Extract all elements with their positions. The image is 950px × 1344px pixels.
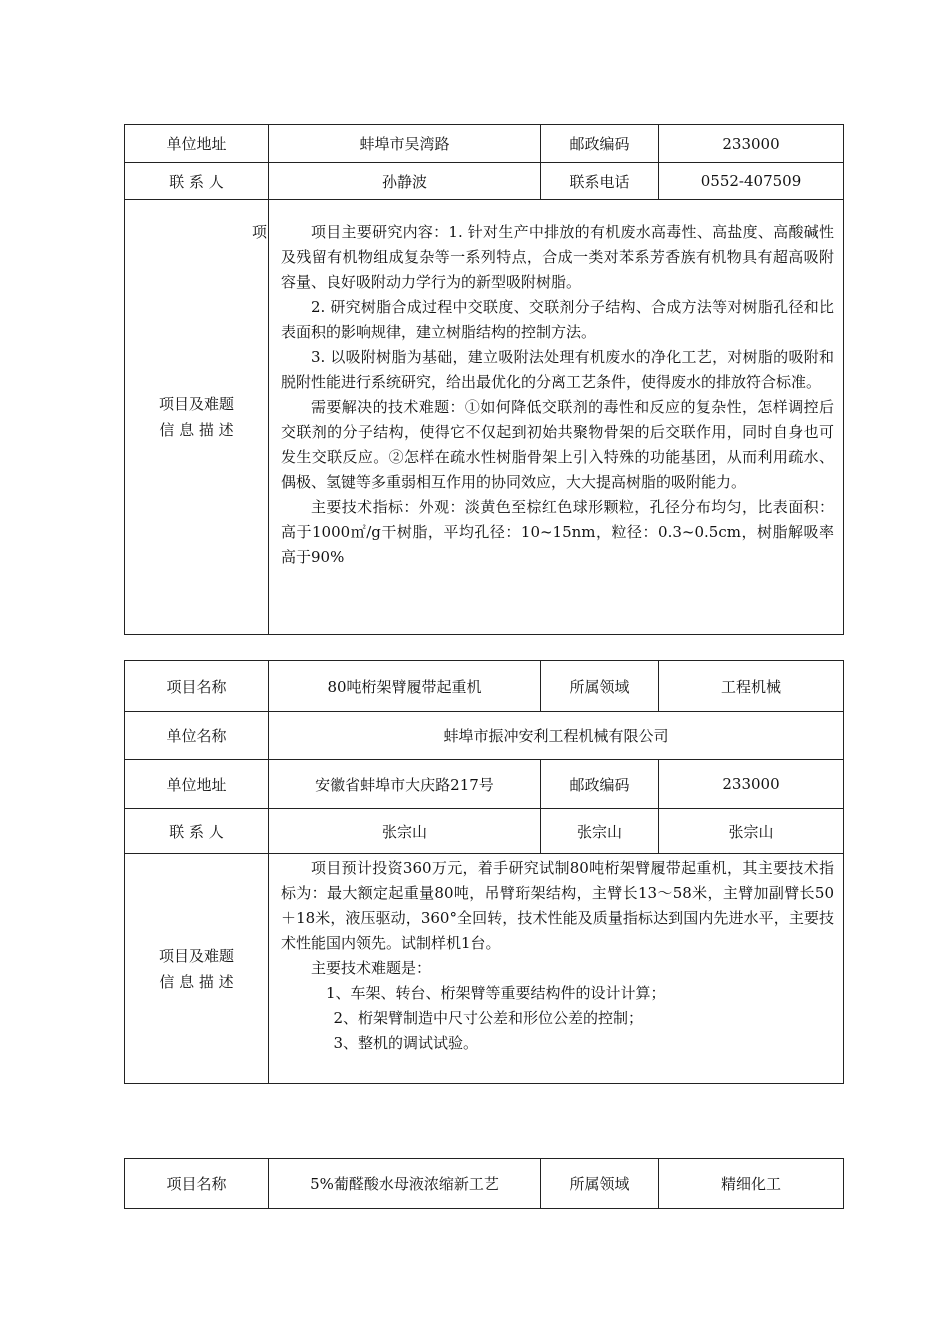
description-paragraph: 2. 研究树脂合成过程中交联度、交联剂分子结构、合成方法等对树脂孔径和比表面积的影响规律，建立树脂结构的控制方法。 — [281, 298, 834, 341]
difficulty-item: 3、整机的调试试验。 — [333, 1034, 479, 1052]
contact-value: 张宗山 — [269, 809, 541, 854]
project-name-label: 项目名称 — [125, 661, 269, 712]
difficulty-title: 主要技术难题是： — [311, 959, 432, 977]
project-name-label: 项目名称 — [125, 1159, 269, 1209]
description-label-line1: 项目及难题 — [158, 395, 234, 413]
description-cell — [252, 200, 844, 635]
postcode-value: 233000 — [659, 760, 844, 809]
table-row — [125, 760, 844, 809]
description-paragraph: 主要技术指标：外观：淡黄色至棕红色球形颗粒，孔径分布均匀，比表面积：高于1000㎡/g干树脂，平均孔径：10~15nm，粒径：0.3~0.5cm，树脂解吸率高于90% — [281, 498, 834, 566]
address-label: 单位地址 — [125, 760, 269, 809]
table-row — [125, 854, 844, 1084]
description-paragraph: 项目预计投资360万元，着手研究试制80吨桁架臂履带起重机，其主要技术指标为：最大额定起重量80吨，吊臂珩架结构，主臂长13～58米，主臂加副臂长50＋18米，液压驱动，360°全回转，技术性能及质量指标达到国内先进水平，主要技术性能国内领先。试制样机1台。 — [281, 859, 834, 952]
table-row — [125, 661, 844, 712]
description-cell — [269, 854, 844, 1084]
postcode-label: 邮政编码 — [541, 760, 659, 809]
phone-value: 0552-407509 — [659, 163, 844, 200]
description-label — [125, 200, 269, 635]
field-label: 所属领域 — [541, 1159, 659, 1209]
field-value: 精细化工 — [659, 1159, 844, 1209]
table-row — [125, 1159, 844, 1209]
postcode-label: 邮政编码 — [541, 125, 659, 163]
unit-name-value: 蚌埠市振冲安利工程机械有限公司 — [269, 712, 844, 760]
table-row — [125, 809, 844, 854]
difficulty-item: 2、桁架臂制造中尺寸公差和形位公差的控制； — [333, 1009, 644, 1027]
description-label-line2: 信 息 描 述 — [159, 421, 234, 439]
description-label — [125, 854, 269, 1084]
unit-name-label: 单位名称 — [125, 712, 269, 760]
contact-label: 联 系 人 — [125, 809, 269, 854]
table-row — [125, 712, 844, 760]
address-label: 单位地址 — [125, 125, 269, 163]
postcode-value: 233000 — [659, 125, 844, 163]
description-body — [269, 200, 843, 574]
project-table-2 — [124, 660, 844, 1084]
description-paragraph: 项目主要研究内容：1. 针对生产中排放的有机废水高毒性、高盐度、高酸碱性及残留有机物组成复杂等一系列特点，合成一类对苯系芳香族有机物具有超高吸附容量、良好吸附动力学行为的新型吸附树脂。 — [281, 223, 834, 291]
description-paragraph: 3. 以吸附树脂为基础，建立吸附法处理有机废水的净化工艺，对树脂的吸附和脱附性能进行系统研究，给出最优化的分离工艺条件，使得废水的排放符合标准。 — [281, 348, 834, 391]
project-table-3 — [124, 1158, 844, 1209]
stray-character: 项 — [252, 223, 268, 241]
contact-label: 联 系 人 — [125, 163, 269, 200]
project-name-value: 80吨桁架臂履带起重机 — [269, 661, 541, 712]
table-row — [125, 163, 844, 200]
table-row — [125, 200, 844, 635]
difficulty-item: 1、车架、转台、桁架臂等重要结构件的设计计算； — [326, 984, 666, 1002]
description-paragraph: 需要解决的技术难题：①如何降低交联剂的毒性和反应的复杂性，怎样调控后交联剂的分子结构，使得它不仅起到初始共聚物骨架的后交联作用，同时自身也可发生交联反应。②怎样在疏水性树脂骨架上引入特殊的功能基团，从而利用疏水、偶极、氢键等多重弱相互作用的协同效应，大大提高树脂的吸附能力。 — [281, 398, 834, 491]
project-name-value: 5%葡醛酸水母液浓缩新工艺 — [269, 1159, 541, 1209]
address-value: 蚌埠市吴湾路 — [269, 125, 541, 163]
description-body — [269, 854, 843, 1060]
field-label: 所属领域 — [541, 661, 659, 712]
contact-value-2: 张宗山 — [541, 809, 659, 854]
phone-label: 联系电话 — [541, 163, 659, 200]
description-label-line1: 项目及难题 — [158, 946, 234, 965]
description-label-line2: 信 息 描 述 — [159, 972, 234, 991]
address-value: 安徽省蚌埠市大庆路217号 — [269, 760, 541, 809]
contact-value: 孙静波 — [269, 163, 541, 200]
table-row — [125, 125, 844, 163]
field-value: 工程机械 — [659, 661, 844, 712]
project-table-1 — [124, 124, 844, 635]
contact-value-3: 张宗山 — [659, 809, 844, 854]
